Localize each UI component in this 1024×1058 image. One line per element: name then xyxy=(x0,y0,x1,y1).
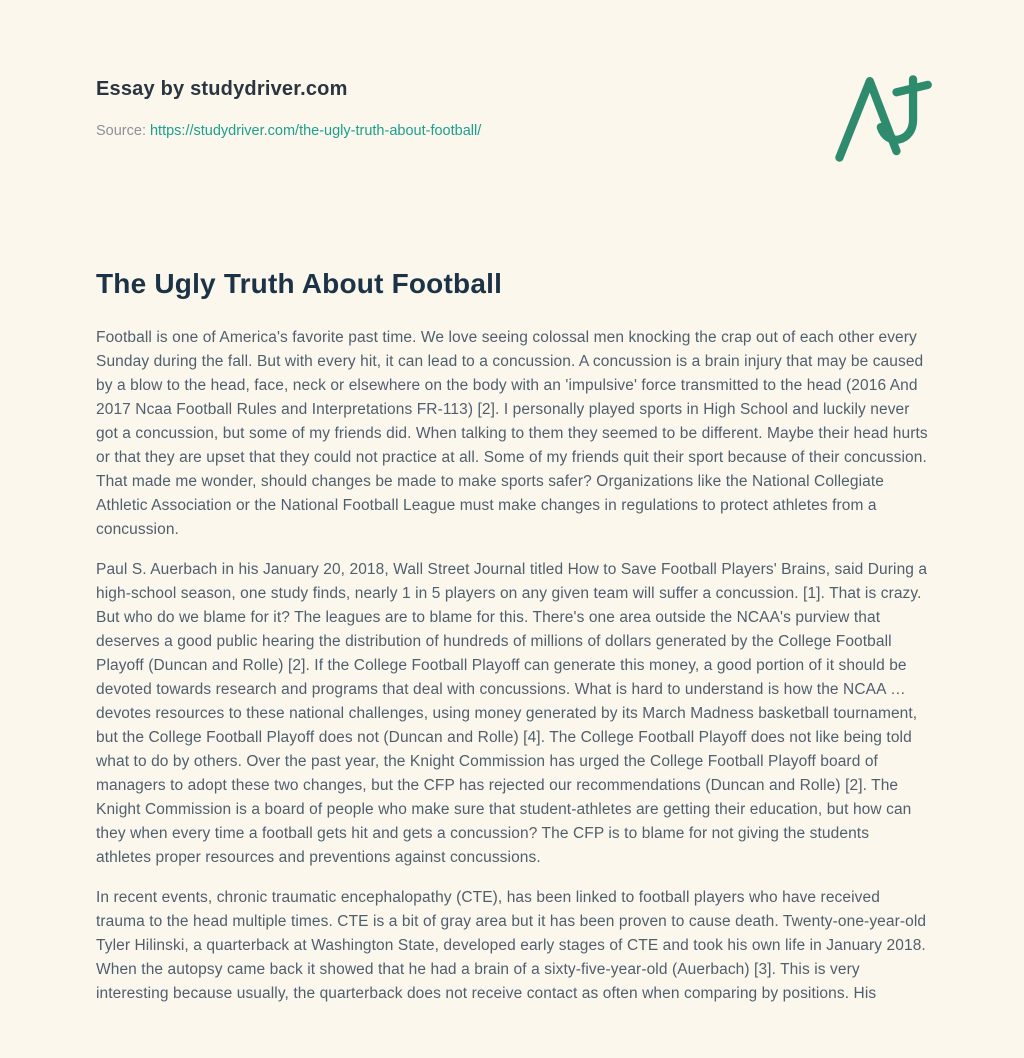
essay-paragraph-1: Football is one of America's favorite past time. We love seeing colossal men knocking the crap out of each other every Sunday during the fall. But with every hit, it can lead to a concussion. A concussion is a brain injury that may be caused by a blow to the head, face, neck or elsewhere on the body with an 'impulsive' force transmitted to the head (2016 And 2017 Ncaa Football Rules and Interpretations FR-113) [2]. I personally played sports in High School and luckily never got a concussion, but some of my friends did. When talking to them they seemed to be different. Maybe their head hurts or that they are upset that they could not practice at all. Some of my friends quit their sport because of their concussion. That made me wonder, should changes be made to make sports safer? Organizations like the National Collegiate Athletic Association or the National Football League must make changes in regulations to protect athletes from a concussion. xyxy=(96,329,928,538)
header-left xyxy=(96,72,481,139)
essay-paragraph-2: Paul S. Auerbach in his January 20, 2018, Wall Street Journal titled How to Save Football Players' Brains, said During a high-school season, one study finds, nearly 1 in 5 players on any given team will suffer a concussion. [1]. That is crazy. But who do we blame for it? The leagues are to blame for this. There's one area outside the NCAA's purview that deserves a good public hearing the distribution of hundreds of millions of dollars generated by the College Football Playoff (Duncan and Rolle) [2]. If the College Football Playoff can generate this money, a good portion of it should be devoted towards research and programs that deal with concussions. What is hard to understand is how the NCAA …devotes resources to these national challenges, using money generated by its March Madness basketball tournament, but the College Football Playoff does not (Duncan and Rolle) [4]. The College Football Playoff does not like being told what to do by others. Over the past year, the Knight Commission has urged the College Football Playoff board of managers to adopt these two changes, but the CFP has rejected our recommendations (Duncan and Rolle) [2]. The Knight Commission is a board of people who make sure that student-athletes are getting their education, but how can they when every time a football gets hit and gets a concussion? The CFP is to blame for not giving the students athletes proper resources and preventions against concussions. xyxy=(96,561,928,866)
studydriver-logo-icon xyxy=(824,72,934,164)
essay-body xyxy=(96,326,928,1006)
byline: Essay by studydriver.com xyxy=(96,78,348,100)
essay-title: The Ugly Truth About Football xyxy=(96,268,503,299)
essay-paragraph-3: In recent events, chronic traumatic encephalopathy (CTE), has been linked to football players who have received trauma to the head multiple times. CTE is a bit of gray area but it has been proven to cause death. Twenty-one-year-old Tyler Hilinski, a quarterback at Washington State, developed early stages of CTE and took his own life in January 2018. When the autopsy came back it showed that he had a brain of a sixty-five-year-old (Auerbach) [3]. This is very interesting because usually, the quarterback does not receive contact as often when comparing by positions. His xyxy=(96,889,927,1002)
page-header xyxy=(96,72,928,164)
source-link[interactable]: https://studydriver.com/the-ugly-truth-about-football/ xyxy=(149,123,482,139)
source-line xyxy=(96,123,481,139)
source-label: Source: xyxy=(96,123,146,139)
